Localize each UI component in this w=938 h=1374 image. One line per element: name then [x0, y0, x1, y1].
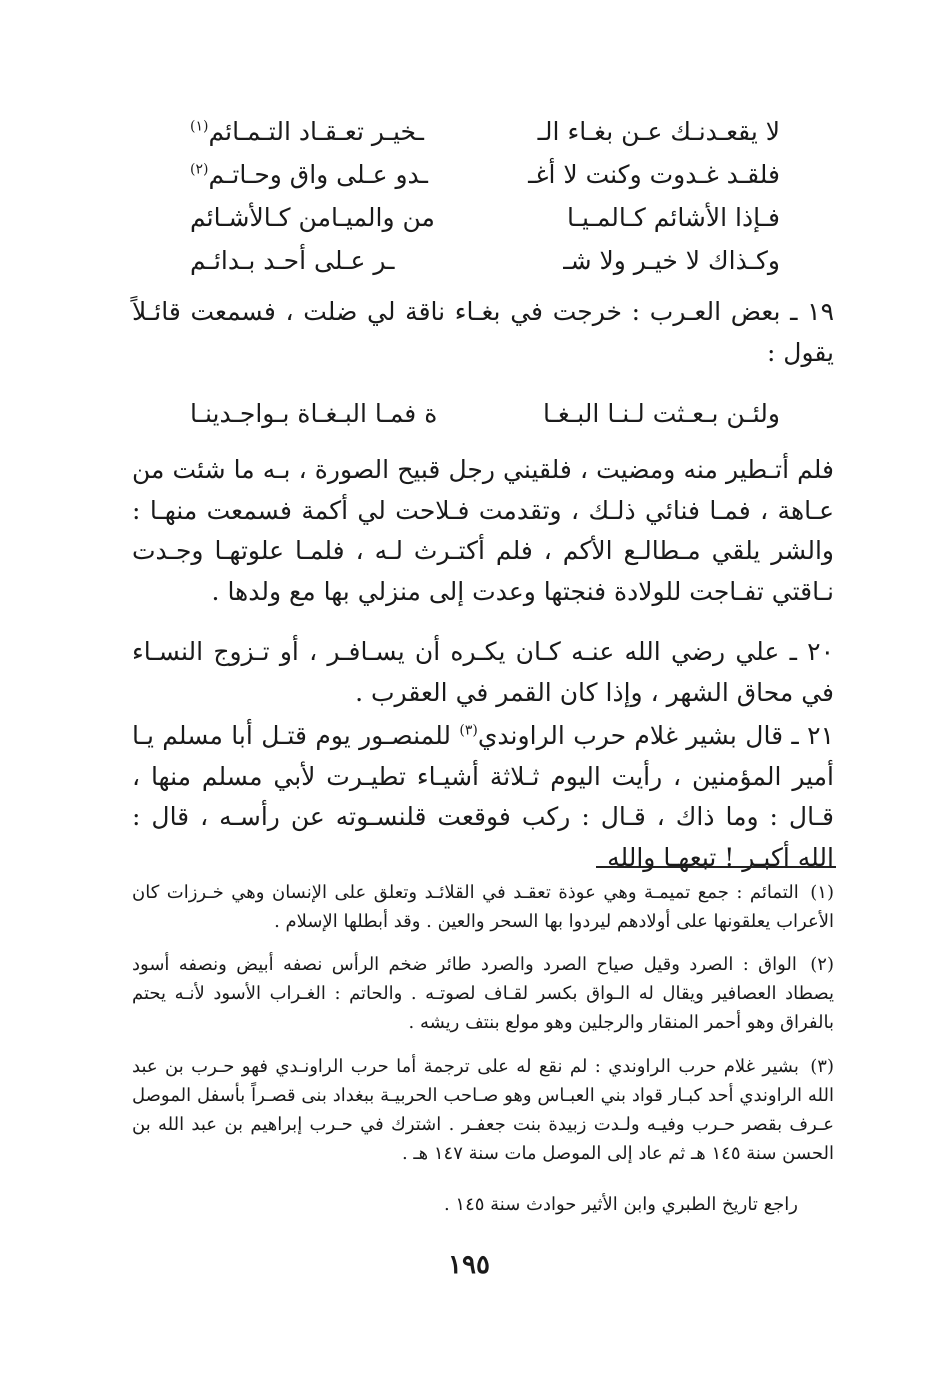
verse-first-hemistich: فـإذا الأشائم كـالمـيـا — [567, 203, 780, 232]
footnote-reference-text: راجع تاريخ الطبري وابن الأثير حوادث سنة ١٤٥ . — [443, 1194, 798, 1215]
footnote-number: (٢) — [810, 954, 834, 975]
verse-second-text: ـدو عـلى واق وحـاتـم — [208, 160, 428, 189]
footnote-2 — [132, 950, 834, 1037]
footnote-text: بشير غلام حرب الراوندي : لم نقع له على ترجمة أما حرب الراونـدي فهو حـرب بن عبد الله الراوندي أحد كبـار قواد بني العبـاس وهو صـاحب الحربيـة ببغداد بنى قصـراً بأسفل الموصل عـرف بقصر حـرب وفيـه ولـدت زبيدة بنت جعفـر . اشترك في حـرب إبراهيم بن عبد الله بن الحسن سنة ١٤٥ هـ ثم عاد إلى الموصل مات سنة ١٤٧ هـ . — [132, 1056, 834, 1164]
footnote-number: (١) — [810, 882, 834, 903]
verse-second-text: ـخيـر تعـقـاد التـمـائم — [208, 117, 424, 146]
footnote-marker: (٢) — [190, 161, 209, 178]
paragraph-20: ٢٠ ـ علي رضي الله عنـه كـان يكـره أن يسـافـر ، أو تـزوج النسـاء في محاق الشهر ، وإذا كان القمر في العقرب . — [132, 637, 834, 707]
paragraph-21 — [132, 716, 834, 878]
verse-second-hemistich-wrap — [190, 110, 480, 154]
page-number: ١٩٥ — [448, 1250, 490, 1280]
poem-verse — [190, 239, 780, 283]
paragraph-21-start: ٢١ ـ قال بشير غلام حرب الراوندي — [477, 721, 834, 750]
verse-first-hemistich: ولئـن بـعـثت لـنـا البـغـا — [542, 399, 780, 428]
footnote-text: التمائم : جمع تميمـة وهي عوذة تعقـد في القلائـد وتعلق على الإنسان وهي خـرزات كان الأعراب يعلقونها على أولادهم ليردوا بها السحر والعين . وقد أبطلها الإسلام . — [132, 882, 834, 932]
poem-verse — [190, 196, 780, 240]
footnote-marker: (٣) — [459, 722, 478, 739]
footnote-3-reference — [132, 1190, 834, 1219]
verse-second-hemistich: من والميـامن كـالأشـائم — [190, 203, 435, 232]
paragraph-19-continued: فلم أتـطير منه ومضيت ، فلقيني رجل قبيح الصورة ، بـه ما شئت من عـاهة ، فمـا فنائي ذلـك ، وتقدمت فـلاحت لي أكمة فسمعت منهـا : والشر يلقي مـطالـع الأكم ، فلم أكتـرث لـه ، فلمـا علوتهـا وجـدت نـاقتي تفـاجت للولادة فنجتها وعدت إلى منزلي بها مع ولدها . — [132, 455, 834, 606]
verse-first-hemistich: لا يقعـدنـك عـن بغـاء الـ — [537, 117, 780, 146]
verse-second-hemistich-wrap — [190, 392, 480, 436]
verse-second-hemistich-wrap — [190, 239, 480, 283]
verse-second-hemistich-wrap — [190, 153, 480, 197]
verse-second-hemistich — [190, 153, 428, 197]
footnote-divider — [596, 866, 836, 868]
footnote-text: الواق : الصرد وقيل صياح الصرد والصرد طائر ضخم الرأس نصفه أبيض ونصفه أسود يصطاد العصافير ويقال له الـواق بكسر لقـاف لصوتـه . والحاتم : الغـراب الأسود لأنـه يحتم بالفراق وهو أحمر المنقار والرجلين وهو مولع بنتف ريشه . — [132, 954, 834, 1033]
poem-verse — [190, 110, 780, 154]
footnote-marker: (١) — [190, 118, 209, 135]
footnote-3 — [132, 1052, 834, 1168]
footnote-1 — [132, 878, 834, 936]
verse-second-hemistich — [190, 110, 424, 154]
verse-first-hemistich: وكـذاك لا خيـر ولا شـ — [563, 246, 780, 275]
footnote-number: (٣) — [810, 1056, 834, 1077]
paragraph-19: ١٩ ـ بعض العـرب : خرجت في بغـاء ناقة لي ضلت ، فسمعت قائـلاً يقول : — [132, 297, 834, 367]
paragraph-21-rest: للمنصـور يوم قتـل أبا مسلم يـا أمير المؤمنين ، رأيت اليوم ثـلاثة أشيـاء تطيـرت لأبي مسلم منها ، قـال : وما ذاك ، قـال : ركب فوقعت قلنسـوته عن رأسـه ، قال : الله أكبـر ! تبعهـا والله — [132, 721, 834, 872]
verse-second-hemistich: ـر عـلى أحـد بـدائـم — [190, 246, 395, 275]
poem-verse — [190, 153, 780, 197]
verse-second-hemistich: ة فمـا البـغـاة بـواجـدينـا — [190, 399, 438, 428]
verse-second-hemistich-wrap — [190, 196, 480, 240]
verse-first-hemistich: فلقـد غـدوت وكنت لا أغـ — [528, 160, 780, 189]
poem-verse-single — [190, 392, 780, 436]
